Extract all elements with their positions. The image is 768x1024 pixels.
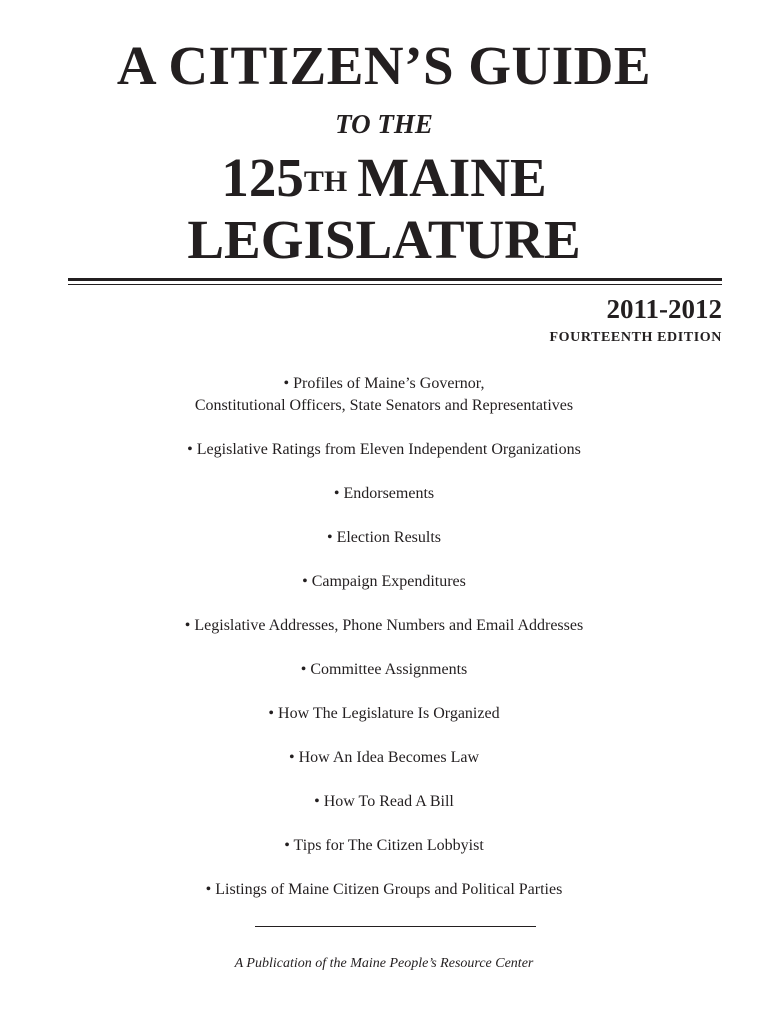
title-divider-thin [68,284,722,285]
title-ordinal: TH [303,165,348,198]
feature-item [0,659,768,681]
footer-divider [255,926,536,927]
feature-text: • Campaign Expenditures [302,573,466,590]
feature-text: • Endorsements [333,485,435,502]
feature-item [0,439,768,461]
feature-item [0,879,768,901]
feature-text: • Tips for The Citizen Lobbyist [284,837,484,854]
title-divider-thick [68,278,722,281]
feature-item [0,703,768,725]
edition-label: FOURTEENTH EDITION [549,330,722,345]
feature-item [0,527,768,549]
publisher-credit: A Publication of the Maine People’s Resource Center [234,956,534,971]
feature-list [0,373,768,923]
title-number: 125 [221,147,304,208]
title-line-125th-maine [0,146,768,210]
feature-item [0,571,768,593]
title-line-to-the: TO THE [335,109,433,139]
title-line-guide: A CITIZEN’S GUIDE [116,35,652,96]
feature-text-continued: Constitutional Officers, State Senators and Representatives [194,397,574,414]
feature-item [0,373,768,417]
feature-text: • Legislative Addresses, Phone Numbers and Email Addresses [184,617,584,634]
feature-item [0,615,768,637]
edition-years: 2011-2012 [606,294,722,324]
title-maine: MAINE [357,147,547,208]
feature-text: • Listings of Maine Citizen Groups and Political Parties [205,881,563,898]
feature-text: • How An Idea Becomes Law [289,749,479,766]
feature-text: • Legislative Ratings from Eleven Independent Organizations [187,441,581,458]
feature-text: • Election Results [326,529,442,546]
feature-text: • Committee Assignments [300,661,468,678]
feature-text: • How The Legislature Is Organized [268,705,500,722]
feature-item [0,835,768,857]
feature-item [0,791,768,813]
feature-item [0,483,768,505]
feature-text: • Profiles of Maine’s Governor, [283,375,485,392]
title-line-legislature: LEGISLATURE [187,209,581,270]
feature-text: • How To Read A Bill [314,793,454,810]
feature-item [0,747,768,769]
